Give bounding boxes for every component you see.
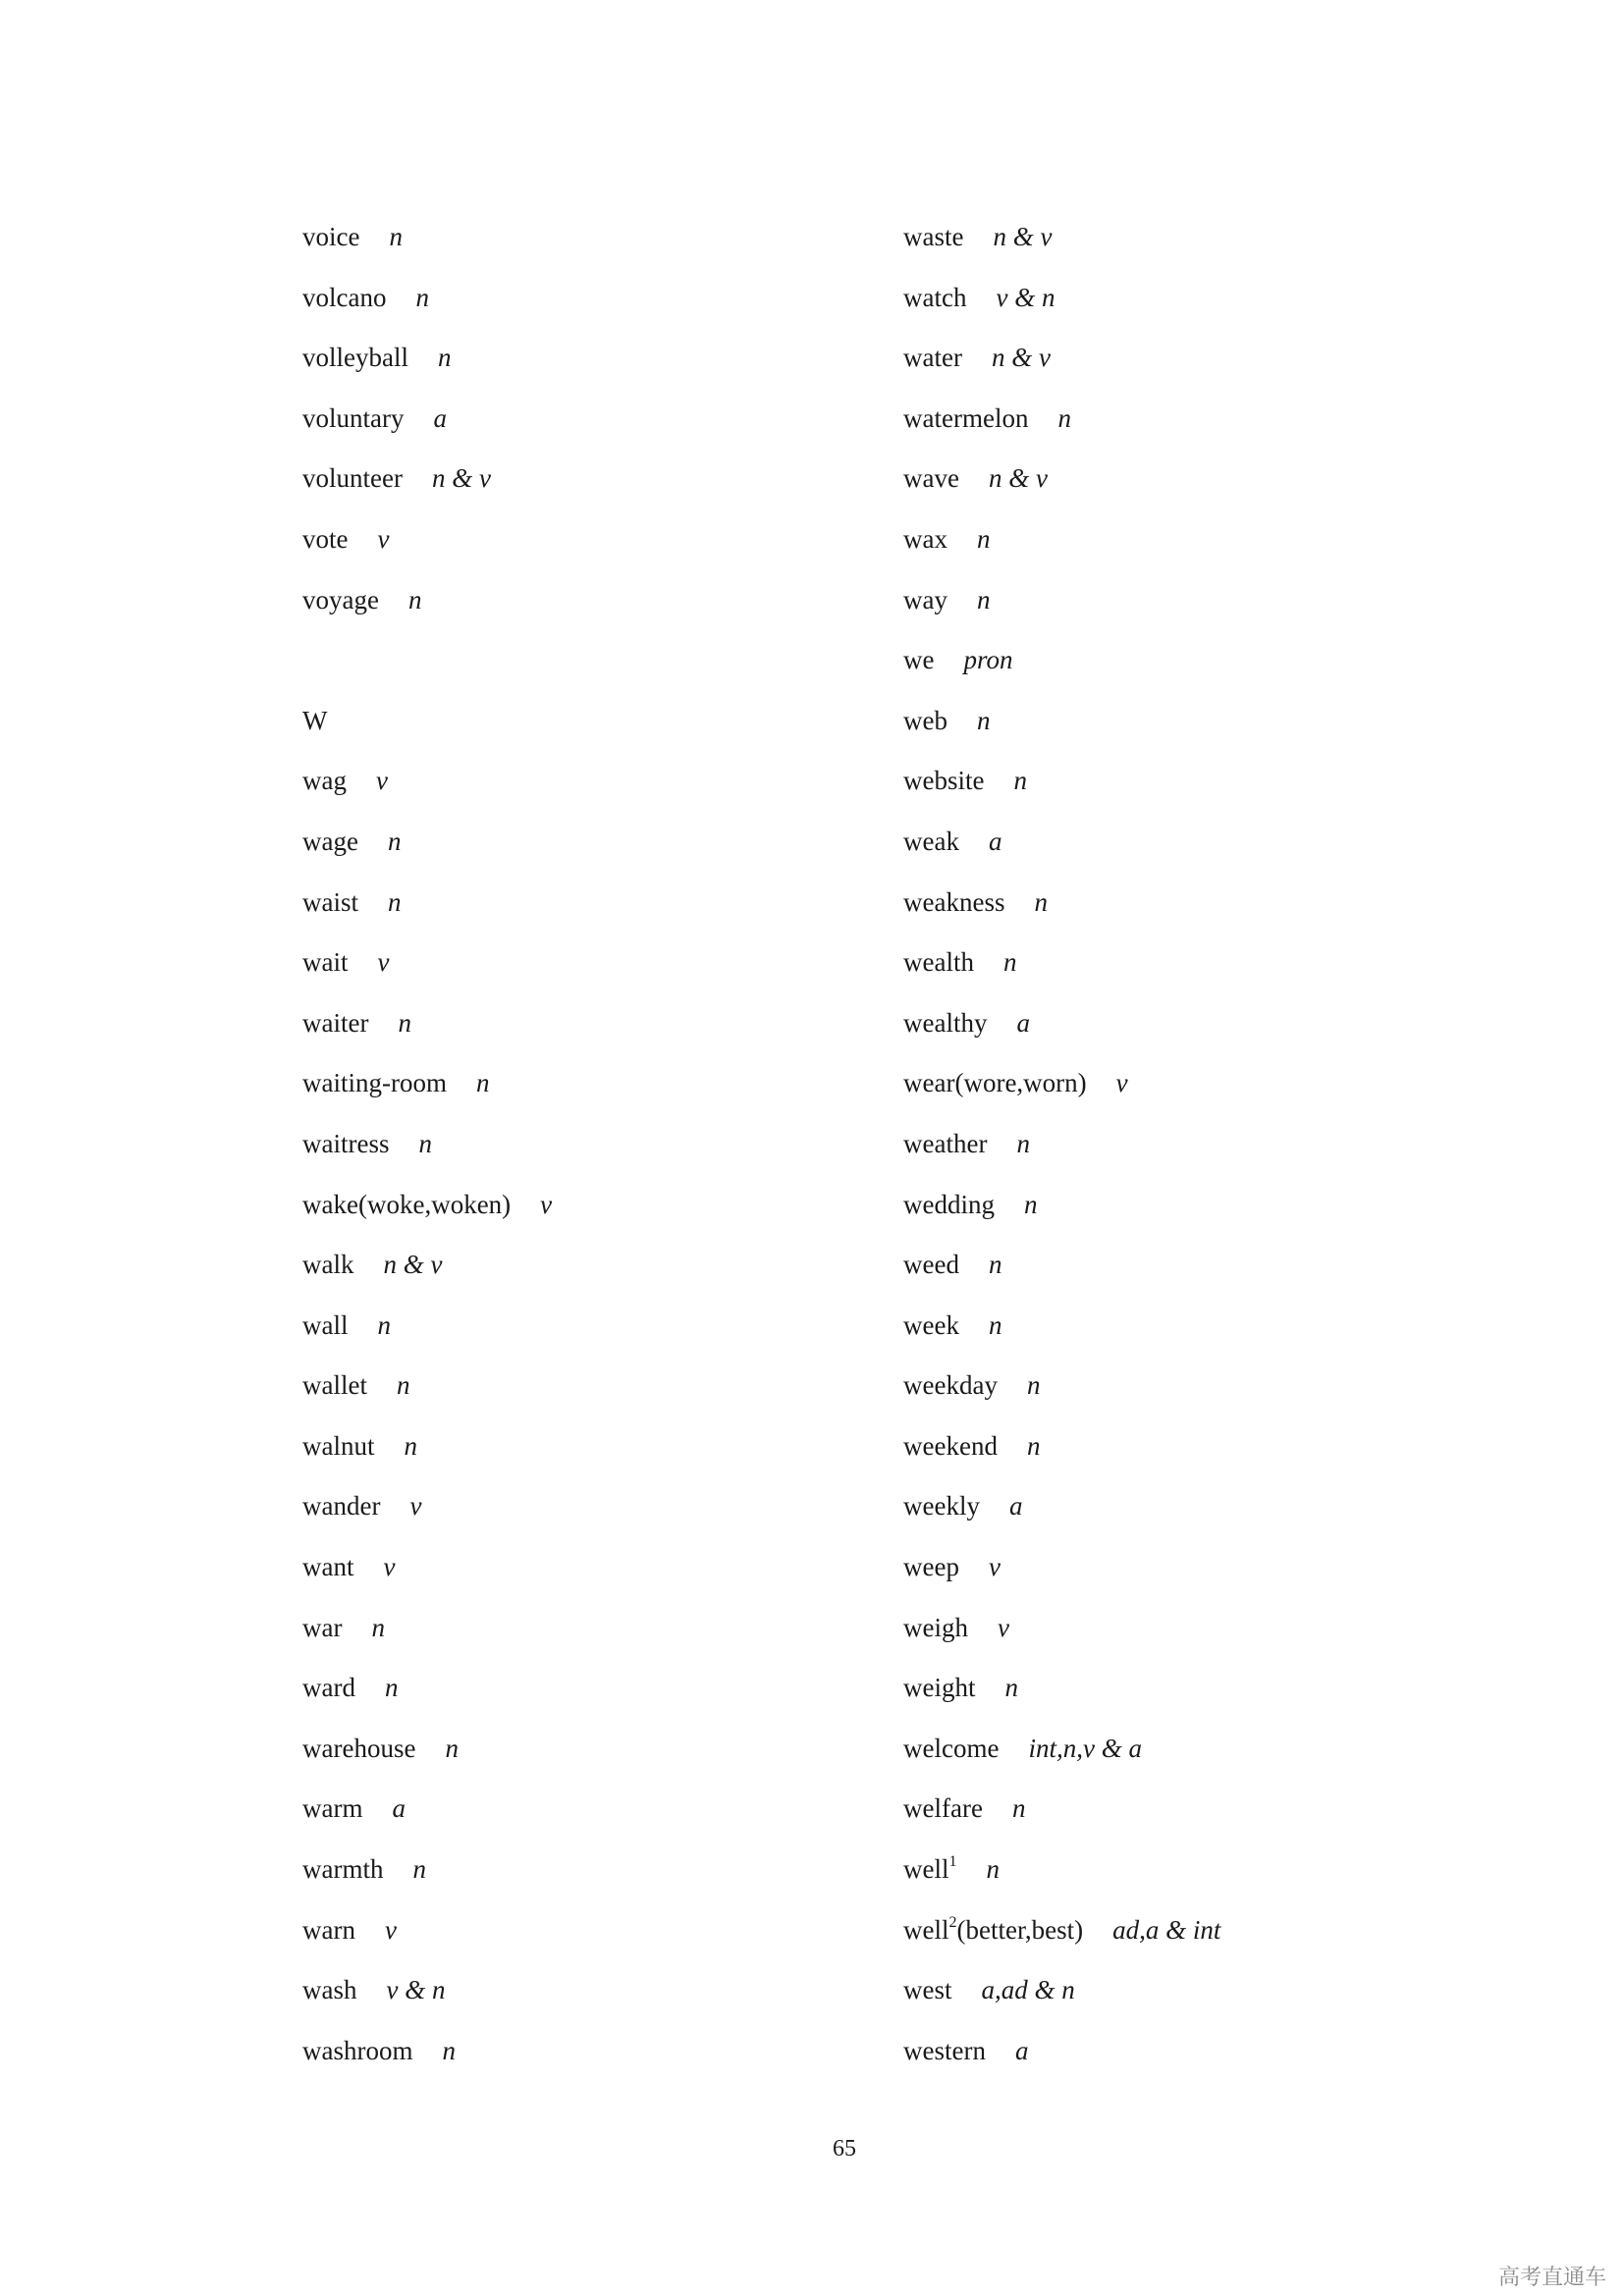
vocab-word: waist bbox=[302, 886, 358, 917]
vocab-entry bbox=[903, 877, 1220, 937]
part-of-speech: n bbox=[442, 2035, 456, 2065]
vocab-word: western bbox=[903, 2035, 986, 2065]
vocab-entry bbox=[302, 1843, 552, 1904]
watermark: 高考直通车 bbox=[1497, 2266, 1606, 2290]
part-of-speech: n bbox=[407, 584, 422, 614]
vocab-word: well bbox=[903, 1854, 949, 1885]
part-of-speech: n bbox=[1034, 886, 1048, 917]
part-of-speech: n bbox=[377, 1309, 391, 1340]
part-of-speech: a,ad & n bbox=[981, 1975, 1075, 2005]
part-of-speech: a bbox=[1016, 1007, 1030, 1038]
vocab-word: website bbox=[903, 766, 985, 796]
vocab-word: wake(woke,woken) bbox=[302, 1189, 512, 1219]
part-of-speech: n bbox=[387, 826, 402, 856]
part-of-speech: n & v bbox=[431, 463, 491, 494]
vocab-entry bbox=[903, 453, 1220, 513]
vocab-entry bbox=[302, 1904, 552, 1965]
vocab-entry bbox=[302, 1057, 552, 1118]
part-of-speech: n bbox=[988, 1309, 1002, 1340]
vocab-word: wealth bbox=[903, 947, 974, 978]
vocab-word: we bbox=[903, 645, 935, 675]
part-of-speech: n bbox=[986, 1854, 1000, 1885]
part-of-speech: v & n bbox=[996, 282, 1056, 312]
vocab-word: vote bbox=[302, 523, 349, 554]
vocab-word: wealthy bbox=[903, 1007, 988, 1038]
part-of-speech: n & v bbox=[993, 222, 1053, 251]
vocab-word: weekday bbox=[903, 1370, 998, 1401]
vocab-word: waiter bbox=[302, 1007, 369, 1038]
section-letter bbox=[302, 695, 552, 756]
vocab-word: watermelon bbox=[903, 402, 1029, 433]
vocab-entry bbox=[903, 1904, 1220, 1965]
part-of-speech: pron bbox=[963, 645, 1013, 675]
part-of-speech: n bbox=[415, 282, 429, 312]
vocab-word: wash bbox=[302, 1975, 357, 2005]
part-of-speech: n bbox=[412, 1854, 426, 1885]
vocab-entry bbox=[903, 574, 1220, 635]
vocab-entry bbox=[903, 634, 1220, 695]
vocab-entry bbox=[302, 453, 552, 513]
vocab-word: wander bbox=[302, 1491, 381, 1522]
vocab-entry bbox=[903, 1662, 1220, 1723]
right-column bbox=[903, 211, 1220, 2085]
word-forms: (better,best) bbox=[956, 1914, 1084, 1945]
section-letter-text: W bbox=[302, 705, 328, 735]
vocab-entry bbox=[903, 816, 1220, 877]
vocab-word: weekend bbox=[903, 1430, 998, 1461]
vocab-entry bbox=[903, 695, 1220, 756]
vocab-entry bbox=[302, 816, 552, 877]
part-of-speech: n bbox=[404, 1430, 417, 1461]
vocab-word: water bbox=[903, 343, 962, 373]
part-of-speech: a bbox=[988, 826, 1002, 856]
blank-line bbox=[302, 634, 552, 695]
vocab-entry bbox=[302, 877, 552, 937]
part-of-speech: n bbox=[371, 1612, 385, 1642]
vocab-word: way bbox=[903, 584, 947, 614]
part-of-speech: n bbox=[389, 222, 403, 251]
vocab-word: week bbox=[903, 1309, 959, 1340]
vocab-word: wage bbox=[302, 826, 358, 856]
vocab-entry bbox=[302, 997, 552, 1058]
vocab-word: volunteer bbox=[302, 463, 403, 494]
part-of-speech: v bbox=[997, 1612, 1009, 1642]
vocab-entry bbox=[903, 211, 1220, 272]
part-of-speech: n & v bbox=[991, 343, 1051, 373]
part-of-speech: v bbox=[384, 1914, 397, 1945]
part-of-speech: n bbox=[475, 1068, 490, 1098]
part-of-speech: a bbox=[1008, 1491, 1023, 1522]
vocab-word: watch bbox=[903, 282, 967, 312]
part-of-speech: n bbox=[976, 705, 991, 735]
vocab-word: welfare bbox=[903, 1793, 983, 1824]
vocab-entry bbox=[302, 1602, 552, 1663]
vocab-entry bbox=[302, 332, 552, 393]
vocab-word: weak bbox=[903, 826, 959, 856]
part-of-speech: int,n,v & a bbox=[1028, 1733, 1142, 1763]
part-of-speech: a bbox=[433, 402, 447, 433]
vocab-entry bbox=[302, 1783, 552, 1843]
part-of-speech: n bbox=[1011, 1793, 1026, 1824]
vocab-word: welcome bbox=[903, 1733, 1000, 1763]
part-of-speech: n bbox=[1013, 766, 1027, 796]
vocab-word: well bbox=[903, 1914, 949, 1945]
vocab-word: warehouse bbox=[302, 1733, 416, 1763]
part-of-speech: n bbox=[384, 1673, 399, 1703]
part-of-speech: n bbox=[388, 886, 402, 917]
vocab-entry bbox=[302, 1179, 552, 1240]
vocab-entry bbox=[302, 1723, 552, 1784]
vocab-entry bbox=[302, 1360, 552, 1420]
vocab-word: wedding bbox=[903, 1189, 995, 1219]
part-of-speech: n bbox=[1023, 1189, 1038, 1219]
part-of-speech: n bbox=[1057, 402, 1071, 433]
vocab-entry bbox=[903, 2025, 1220, 2086]
vocab-word: want bbox=[302, 1552, 354, 1582]
vocab-word: waitress bbox=[302, 1128, 390, 1158]
vocab-entry bbox=[302, 513, 552, 574]
sense-number: 1 bbox=[948, 1853, 957, 1871]
left-column bbox=[302, 211, 552, 2085]
vocab-entry bbox=[903, 1360, 1220, 1420]
vocab-entry bbox=[302, 1964, 552, 2025]
part-of-speech: n & v bbox=[383, 1250, 443, 1280]
vocab-entry bbox=[302, 1118, 552, 1179]
part-of-speech: v bbox=[988, 1552, 1001, 1582]
part-of-speech: n bbox=[976, 584, 991, 614]
vocab-entry bbox=[302, 272, 552, 333]
vocab-word: weigh bbox=[903, 1612, 968, 1642]
part-of-speech: n bbox=[1004, 1673, 1018, 1703]
vocab-word: warm bbox=[302, 1793, 363, 1824]
vocab-word: voyage bbox=[302, 584, 379, 614]
part-of-speech: a bbox=[1014, 2035, 1029, 2065]
vocab-entry bbox=[302, 1480, 552, 1541]
vocab-entry bbox=[302, 755, 552, 816]
vocab-word: warmth bbox=[302, 1854, 384, 1885]
vocab-entry bbox=[302, 574, 552, 635]
sense-number: 2 bbox=[948, 1913, 957, 1931]
part-of-speech: v bbox=[383, 1552, 396, 1582]
part-of-speech: n bbox=[418, 1128, 432, 1158]
vocab-word: wait bbox=[302, 947, 349, 978]
vocab-entry bbox=[903, 1541, 1220, 1602]
vocab-entry bbox=[302, 936, 552, 997]
part-of-speech: n bbox=[1026, 1370, 1041, 1401]
part-of-speech: v bbox=[409, 1491, 422, 1522]
vocab-word: wall bbox=[302, 1309, 349, 1340]
part-of-speech: a bbox=[392, 1793, 406, 1824]
part-of-speech: n bbox=[1002, 947, 1017, 978]
vocab-entry bbox=[903, 1602, 1220, 1663]
vocab-word: weekly bbox=[903, 1491, 980, 1522]
part-of-speech: n bbox=[976, 523, 991, 554]
part-of-speech: ad,a & int bbox=[1112, 1914, 1221, 1945]
vocab-entry bbox=[903, 1964, 1220, 2025]
part-of-speech: v bbox=[375, 766, 388, 796]
vocab-word: waiting-room bbox=[302, 1068, 447, 1098]
vocab-entry bbox=[903, 1239, 1220, 1300]
part-of-speech: v bbox=[540, 1189, 553, 1219]
vocab-entry bbox=[903, 1723, 1220, 1784]
vocab-word: weep bbox=[903, 1552, 959, 1582]
vocab-entry bbox=[903, 936, 1220, 997]
vocab-entry bbox=[903, 1118, 1220, 1179]
vocab-word: weather bbox=[903, 1128, 988, 1158]
vocab-word: west bbox=[903, 1975, 952, 2005]
vocab-entry bbox=[903, 1843, 1220, 1904]
vocab-entry bbox=[903, 997, 1220, 1058]
vocab-entry bbox=[302, 1239, 552, 1300]
vocab-word: wag bbox=[302, 766, 347, 796]
vocab-entry bbox=[302, 1541, 552, 1602]
vocab-word: war bbox=[302, 1612, 343, 1642]
vocab-word: warn bbox=[302, 1914, 355, 1945]
page-number: 65 bbox=[833, 2136, 856, 2162]
part-of-speech: n bbox=[1016, 1128, 1030, 1158]
part-of-speech: n bbox=[398, 1007, 411, 1038]
part-of-speech: v bbox=[1115, 1068, 1128, 1098]
vocab-word: voluntary bbox=[302, 402, 405, 433]
vocab-entry bbox=[903, 1783, 1220, 1843]
vocab-entry bbox=[302, 393, 552, 454]
part-of-speech: v & n bbox=[386, 1975, 446, 2005]
vocab-entry bbox=[302, 211, 552, 272]
vocab-entry bbox=[903, 332, 1220, 393]
part-of-speech: n bbox=[396, 1370, 410, 1401]
part-of-speech: v bbox=[377, 947, 390, 978]
vocab-entry bbox=[302, 1662, 552, 1723]
vocab-word: web bbox=[903, 705, 947, 735]
vocab-word: walnut bbox=[302, 1430, 375, 1461]
vocab-word: weight bbox=[903, 1673, 976, 1703]
vocab-entry bbox=[903, 1300, 1220, 1361]
vocab-entry bbox=[302, 1420, 552, 1481]
vocab-word: ward bbox=[302, 1673, 355, 1703]
vocab-word: weed bbox=[903, 1250, 959, 1280]
vocab-word: walk bbox=[302, 1250, 354, 1280]
part-of-speech: v bbox=[377, 523, 390, 554]
vocab-word: volleyball bbox=[302, 343, 408, 373]
vocab-word: voice bbox=[302, 222, 360, 251]
part-of-speech: n bbox=[437, 343, 452, 373]
vocab-entry bbox=[903, 1179, 1220, 1240]
vocab-entry bbox=[302, 1300, 552, 1361]
vocab-entry bbox=[903, 393, 1220, 454]
part-of-speech: n bbox=[988, 1250, 1002, 1280]
vocab-word: wallet bbox=[302, 1370, 367, 1401]
vocab-entry bbox=[903, 513, 1220, 574]
vocab-word: wax bbox=[903, 523, 947, 554]
vocab-entry bbox=[903, 272, 1220, 333]
vocab-word: washroom bbox=[302, 2035, 413, 2065]
vocab-word: wear(wore,worn) bbox=[903, 1068, 1087, 1098]
vocab-entry bbox=[903, 1480, 1220, 1541]
part-of-speech: n bbox=[445, 1733, 459, 1763]
part-of-speech: n & v bbox=[988, 463, 1048, 494]
vocab-word: volcano bbox=[302, 282, 387, 312]
vocab-entry bbox=[903, 755, 1220, 816]
vocab-word: wave bbox=[903, 463, 959, 494]
vocab-entry bbox=[903, 1420, 1220, 1481]
vocab-entry bbox=[302, 2025, 552, 2086]
vocab-entry bbox=[903, 1057, 1220, 1118]
vocab-word: weakness bbox=[903, 886, 1005, 917]
vocab-word: waste bbox=[903, 222, 964, 251]
part-of-speech: n bbox=[1026, 1430, 1041, 1461]
